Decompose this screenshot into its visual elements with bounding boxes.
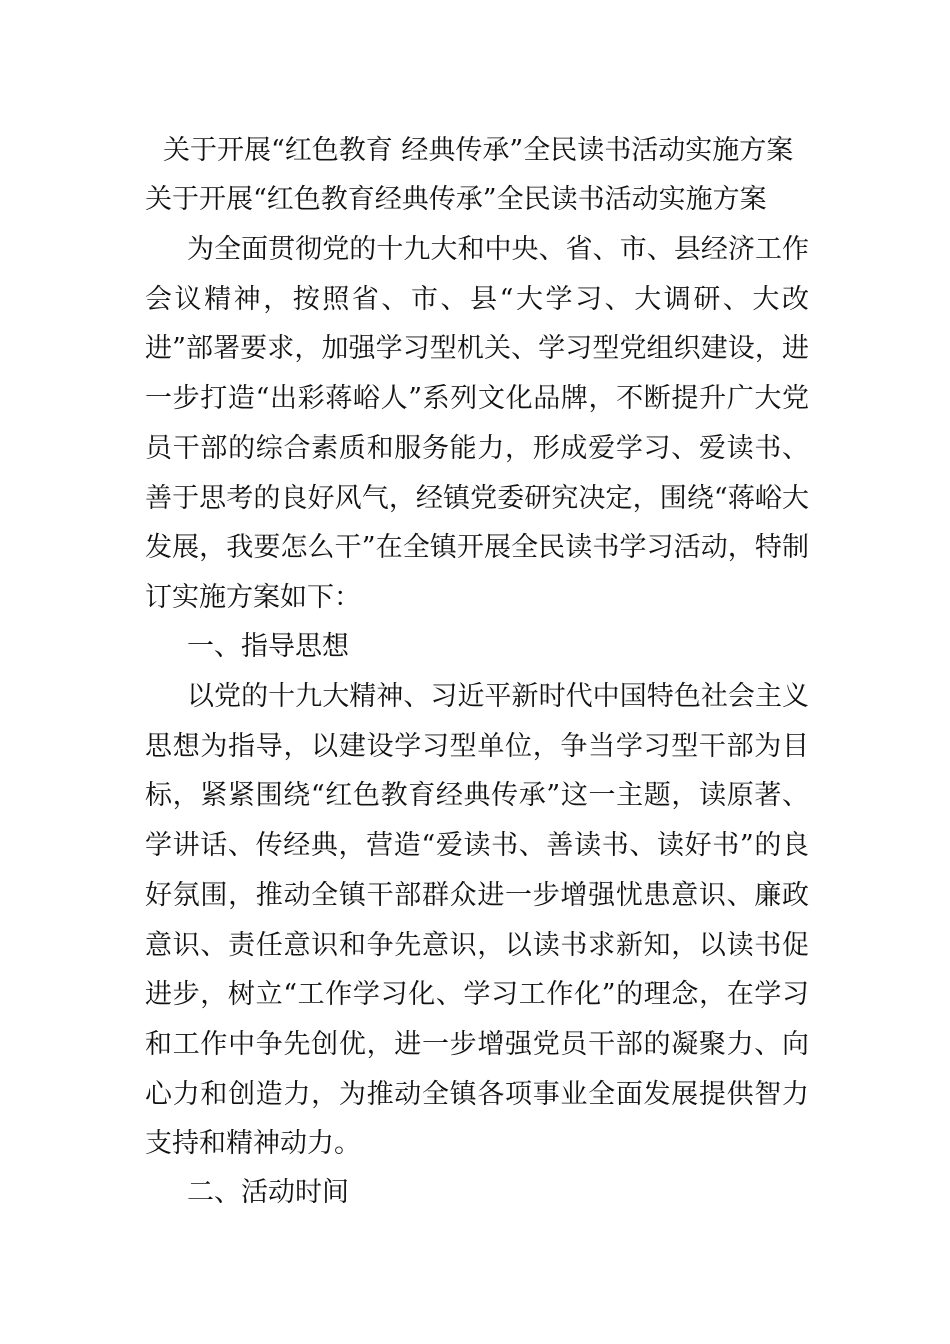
document-subtitle: 关于开展“红色教育经典传承”全民读书活动实施方案 [145, 184, 767, 215]
section-heading-guiding-ideology: 一、指导思想 [187, 631, 349, 662]
section-heading-activity-time: 二、活动时间 [187, 1177, 349, 1208]
document-title: 关于开展“红色教育 经典传承”全民读书活动实施方案 [163, 135, 794, 166]
intro-paragraph: 为全面贯彻党的十九大和中央、省、市、县经济工作会议精神，按照省、市、县“大学习、大调研、大改进”部署要求，加强学习型机关、学习型党组织建设，进一步打造“出彩蒋峪人”系列文化品牌，不断提升广大党员干部的综合素质和服务能力，形成爱学习、爱读书、善于思考的良好风气，经镇党委研究决定，围绕“蒋峪大发展，我要怎么干”在全镇开展全民读书学习活动，特制订实施方案如下： [145, 234, 809, 613]
guiding-ideology-paragraph: 以党的十九大精神、习近平新时代中国特色社会主义思想为指导，以建设学习型单位，争当学习型干部为目标，紧紧围绕“红色教育经典传承”这一主题，读原著、学讲话、传经典，营造“爱读书、善读书、读好书”的良好氛围，推动全镇干部群众进一步增强忧患意识、廉政意识、责任意识和争先意识，以读书求新知，以读书促进步，树立“工作学习化、学习工作化”的理念，在学习和工作中争先创优，进一步增强党员干部的凝聚力、向心力和创造力，为推动全镇各项事业全面发展提供智力支持和精神动力。 [145, 681, 809, 1160]
